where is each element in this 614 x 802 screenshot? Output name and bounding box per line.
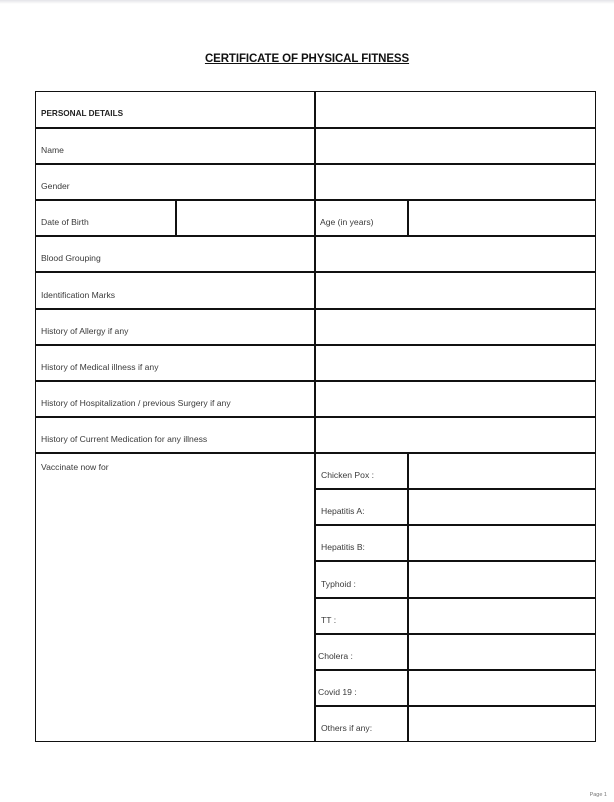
- document-title: CERTIFICATE OF PHYSICAL FITNESS: [204, 53, 410, 65]
- blood-group-label-cell: [35, 235, 316, 273]
- vaccine-label: Typhoid :: [321, 578, 356, 589]
- vaccine-field-cholera[interactable]: [407, 633, 596, 671]
- vaccine-field-hepatitis-b[interactable]: [407, 524, 596, 562]
- vaccinate-label: Vaccinate now for: [41, 462, 109, 472]
- vaccine-label-cell: [314, 669, 409, 707]
- vaccine-label-cell: [314, 560, 409, 599]
- current-medication-label-cell: [35, 416, 316, 454]
- vaccine-field-typhoid[interactable]: [407, 560, 596, 599]
- age-label-cell: [314, 199, 409, 237]
- identification-marks-label-cell: [35, 271, 316, 310]
- vaccine-label-cell: [314, 633, 409, 671]
- allergy-field[interactable]: [314, 308, 596, 346]
- section-header-label: PERSONAL DETAILS: [41, 109, 124, 119]
- medical-illness-field[interactable]: [314, 344, 596, 382]
- vaccine-field-chicken-pox[interactable]: [407, 452, 596, 490]
- name-field[interactable]: [314, 127, 596, 165]
- vaccine-field-hepatitis-a[interactable]: [407, 488, 596, 526]
- vaccine-label-cell: [314, 524, 409, 562]
- gender-label-cell: [35, 163, 316, 201]
- vaccine-label: Hepatitis A:: [321, 506, 365, 516]
- current-medication-field[interactable]: [314, 416, 596, 454]
- blood-group-label: Blood Grouping: [41, 253, 101, 263]
- vaccine-field-others[interactable]: [407, 705, 596, 742]
- vaccine-label: Covid 19 :: [318, 687, 357, 697]
- blood-group-field[interactable]: [314, 235, 596, 273]
- identification-marks-field[interactable]: [314, 271, 596, 310]
- vaccinate-label-cell: [35, 452, 316, 742]
- vaccine-field-tt[interactable]: [407, 597, 596, 635]
- dob-label-cell: [35, 199, 177, 237]
- page-number: Page 1: [589, 792, 607, 798]
- name-label-cell: [35, 127, 316, 165]
- vaccine-label: Hepatitis B:: [321, 542, 365, 552]
- gender-label: Gender: [41, 181, 70, 191]
- vaccine-label-cell: [314, 452, 409, 490]
- vaccine-label-cell: [314, 705, 409, 742]
- medical-illness-label-cell: [35, 344, 316, 382]
- hospitalization-field[interactable]: [314, 380, 596, 418]
- hospitalization-label: History of Hospitalization / previous Surgery if any: [41, 398, 231, 408]
- vaccine-label: Others if any:: [321, 722, 373, 733]
- medical-illness-label: History of Medical illness if any: [41, 362, 159, 372]
- allergy-label: History of Allergy if any: [41, 326, 129, 336]
- current-medication-label: History of Current Medication for any illness: [41, 434, 208, 444]
- section-header-value-cell[interactable]: [314, 91, 596, 129]
- dob-field[interactable]: [175, 199, 316, 237]
- name-label: Name: [41, 145, 64, 155]
- age-field[interactable]: [407, 199, 596, 237]
- vaccine-label: Chicken Pox :: [321, 470, 375, 480]
- hospitalization-label-cell: [35, 380, 316, 418]
- vaccine-field-covid-19[interactable]: [407, 669, 596, 707]
- vaccine-label-cell: [314, 488, 409, 526]
- vaccine-label-cell: [314, 597, 409, 635]
- allergy-label-cell: [35, 308, 316, 346]
- age-label: Age (in years): [320, 217, 374, 227]
- gender-field[interactable]: [314, 163, 596, 201]
- section-header-cell: [35, 91, 316, 129]
- dob-label: Date of Birth: [41, 217, 89, 227]
- vaccine-label: TT :: [321, 615, 337, 625]
- vaccine-label: Cholera :: [318, 651, 353, 661]
- identification-marks-label: Identification Marks: [41, 289, 116, 300]
